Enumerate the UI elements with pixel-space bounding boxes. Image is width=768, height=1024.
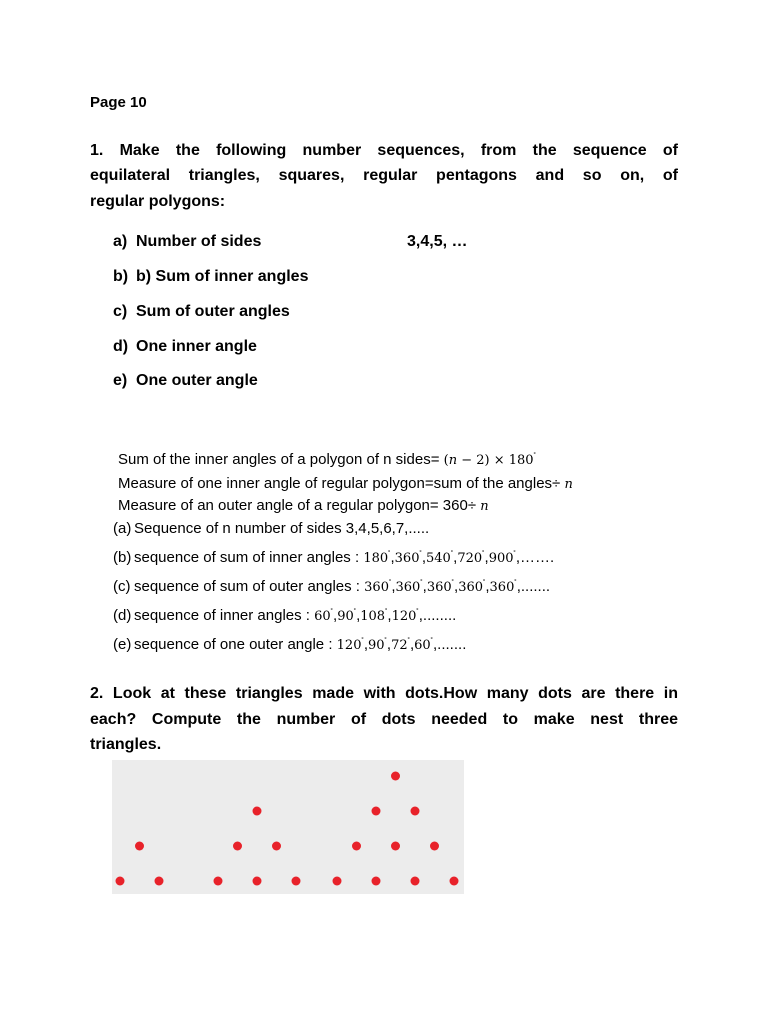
degree-mark: ˚ (407, 638, 410, 645)
q1-item-e (113, 372, 258, 390)
sequence-value: 120 (391, 609, 417, 624)
formula-text: Measure of one inner angle of regular polygon=sum of the angles÷ (118, 475, 565, 492)
item-label: a) (113, 233, 128, 250)
degree-mark: ˚ (482, 551, 485, 558)
dot (430, 842, 439, 851)
sequence-text: sequence of sum of inner angles : (134, 549, 364, 566)
degree-mark: ˚ (451, 580, 455, 587)
degree-mark: ˚ (388, 580, 392, 587)
sequence-value: 90 (337, 609, 354, 624)
sequence-label: (b) (113, 549, 132, 566)
sequence-tail: ,....... (516, 578, 551, 595)
item-text: b) Sum of inner angles (136, 268, 309, 285)
sequence-value: 72 (391, 638, 408, 653)
sequence-value: 360 (489, 580, 515, 595)
dot (391, 772, 400, 781)
sequence-value: 90 (368, 638, 385, 653)
formula-variable: 𝑛 (564, 477, 573, 492)
sequence-value: 360 (395, 580, 421, 595)
q1-item-b (113, 268, 308, 286)
dot (352, 842, 361, 851)
formula-variable: 𝑛 (480, 499, 489, 514)
degree-mark: ˚ (430, 638, 434, 645)
item-label: e) (113, 372, 128, 389)
dot (411, 807, 420, 816)
sequence-text: sequence of one outer angle : (134, 636, 337, 653)
sequence-text: sequence of inner angles : (134, 607, 315, 624)
sequence-text: sequence of sum of outer angles : (134, 578, 365, 595)
question-2-line-3: triangles. (90, 736, 162, 753)
degree-mark: ˚ (385, 609, 388, 616)
dot (411, 877, 420, 886)
q1-item-d (113, 338, 257, 356)
dot (372, 807, 381, 816)
sequence-line: (d) sequence of inner angles : 60˚,90˚,108˚,120˚,........ (113, 607, 457, 624)
q1-item-a (113, 233, 261, 251)
question-2-line-2: each? Compute the number of dots needed to make nest three (90, 711, 678, 728)
sequence-label: (a) (113, 520, 132, 537)
formula-text: Measure of an outer angle of a regular polygon= 360÷ (118, 497, 481, 514)
sequence-line: (c) sequence of sum of outer angles : 360˚,360˚,360˚,360˚,360˚,....... (113, 578, 551, 595)
sequence-value: 60 (414, 638, 431, 653)
dot (214, 877, 223, 886)
sequence-tail: ,........ (418, 607, 457, 624)
sequence-value: 360 (458, 580, 484, 595)
formula-expression: (𝑛 − 2) × 180 (443, 453, 534, 468)
dot (391, 842, 400, 851)
sequence-line: (b) sequence of sum of inner angles : 180˚,360˚,540˚,720˚,900˚,……. (113, 549, 555, 566)
sequence-text: Sequence of n number of sides 3,4,5,6,7,..... (134, 520, 430, 537)
dot (372, 877, 381, 886)
item-label: d) (113, 338, 129, 355)
sequence-line: (e) sequence of one outer angle : 120˚,90˚,72˚,60˚,....... (113, 636, 467, 653)
degree-mark: ˚ (416, 609, 419, 616)
degree-mark: ˚ (388, 551, 391, 558)
dot-triangles-svg (112, 760, 464, 894)
sequence-value: 108 (360, 609, 386, 624)
sequence-tail: ,……. (515, 549, 555, 566)
item-text: Sum of outer angles (136, 303, 290, 320)
dot (155, 877, 164, 886)
dot (233, 842, 242, 851)
figure-background (112, 760, 464, 894)
degree-mark: ˚ (384, 638, 387, 645)
q1-item-a-value: 3,4,5, … (407, 233, 468, 250)
item-text: One outer angle (136, 372, 258, 389)
sequence-line (113, 520, 429, 537)
question-1-line-3: regular polygons: (90, 193, 226, 210)
dot (253, 877, 262, 886)
sequence-value: 900 (488, 551, 514, 566)
dot (116, 877, 125, 886)
formula-inner-sum (118, 451, 536, 468)
sequence-label: (c) (113, 578, 131, 595)
q1-item-c (113, 303, 290, 321)
degree-mark: ˚ (353, 609, 357, 616)
dot (135, 842, 144, 851)
sequence-value: 360 (426, 580, 452, 595)
sequence-tail: ,....... (433, 636, 467, 653)
degree-mark: ˚ (533, 453, 536, 460)
sequence-label: (e) (113, 636, 132, 653)
item-label: c) (113, 303, 128, 320)
degree-mark: ˚ (514, 580, 517, 587)
item-text: One inner angle (136, 338, 257, 355)
page-number: Page 10 (90, 94, 147, 111)
dot-triangles-figure (112, 760, 464, 894)
sequence-value: 720 (457, 551, 483, 566)
degree-mark: ˚ (361, 638, 364, 645)
degree-mark: ˚ (330, 609, 334, 616)
degree-mark: ˚ (420, 580, 423, 587)
sequence-value: 360 (394, 551, 420, 566)
question-1-line-2: equilateral triangles, squares, regular pentagons and so on, of (90, 167, 678, 184)
formula-one-inner (118, 475, 573, 492)
sequence-label: (d) (113, 607, 132, 624)
dot (272, 842, 281, 851)
item-label: b) (113, 268, 129, 285)
formula-outer (118, 497, 489, 514)
degree-mark: ˚ (419, 551, 422, 558)
dot (333, 877, 342, 886)
sequence-value: 360 (364, 580, 389, 595)
degree-mark: ˚ (513, 551, 516, 558)
item-text: Number of sides (136, 233, 262, 250)
degree-mark: ˚ (483, 580, 486, 587)
question-1-line-1: 1. Make the following number sequences, from the sequence of (90, 142, 678, 159)
question-2-line-1: 2. Look at these triangles made with dots.How many dots are there in (90, 685, 678, 702)
dot (292, 877, 301, 886)
dot (450, 877, 459, 886)
sequence-value: 60 (314, 609, 331, 624)
sequence-value: 180 (363, 551, 389, 566)
formula-text: Sum of the inner angles of a polygon of n sides= (118, 451, 444, 468)
degree-mark: ˚ (450, 551, 454, 558)
sequence-value: 120 (336, 638, 362, 653)
sequence-value: 540 (426, 551, 451, 566)
dot (253, 807, 262, 816)
